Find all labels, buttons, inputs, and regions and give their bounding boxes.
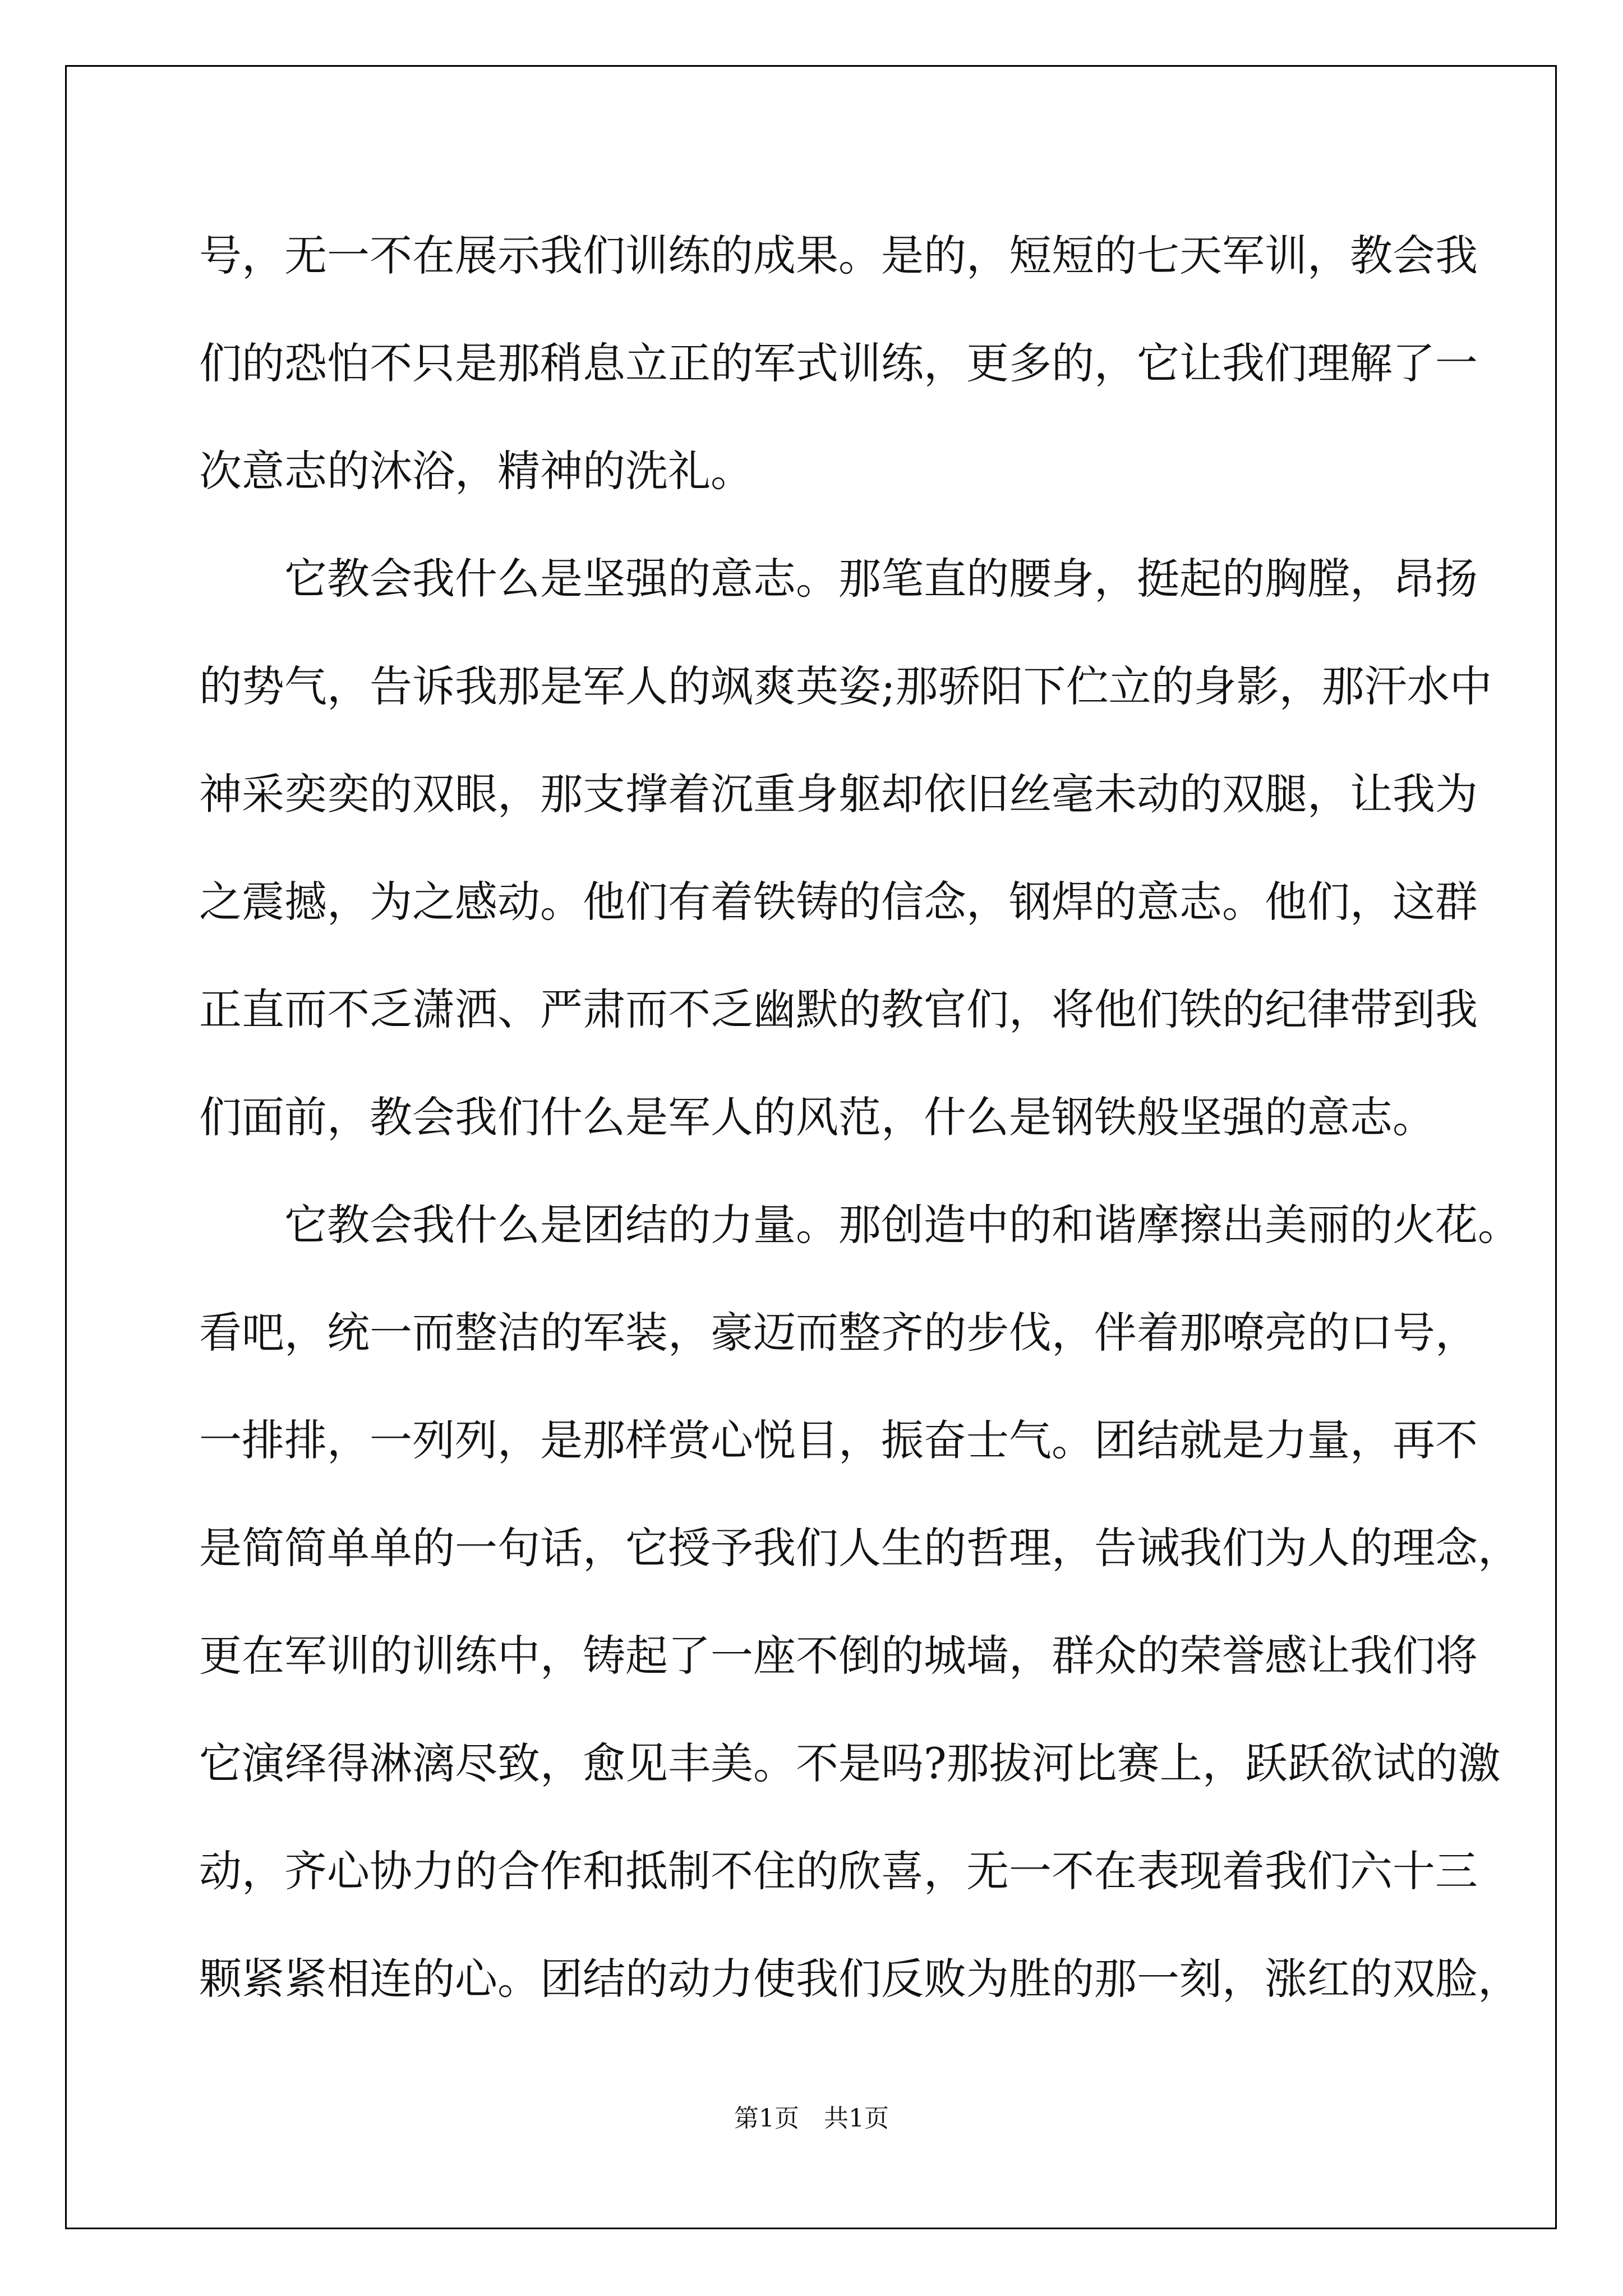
text-line: 次意志的沐浴，精神的洗礼。 [199, 446, 753, 496]
text-line: 它演绎得淋漓尽致，愈见丰美。不是吗?那拔河比赛上，跃跃欲试的激 [199, 1738, 1501, 1788]
text-line: 一排排，一列列，是那样赏心悦目，振奋士气。团结就是力量，再不 [199, 1415, 1478, 1465]
text-line: 它教会我什么是坚强的意志。那笔直的腰身，挺起的胸膛，昂扬 [199, 554, 1478, 604]
text-line: 动，齐心协力的合作和抵制不住的欣喜，无一不在表现着我们六十三 [199, 1846, 1478, 1896]
text-line: 正直而不乏潇洒、严肃而不乏幽默的教官们，将他们铁的纪律带到我 [199, 984, 1478, 1034]
text-line: 的势气，告诉我那是军人的飒爽英姿;那骄阳下伫立的身影，那汗水中 [199, 661, 1492, 711]
page-footer: 第1页 共1页 [734, 2104, 889, 2133]
text-line: 们面前，教会我们什么是军人的风范，什么是钢铁般坚强的意志。 [199, 1092, 1435, 1142]
text-line: 更在军训的训练中，铸起了一座不倒的城墙，群众的荣誉感让我们将 [199, 1631, 1478, 1681]
document-body [199, 202, 1520, 2033]
text-line: 是简简单单的一句话，它授予我们人生的哲理，告诫我们为人的理念， [199, 1523, 1520, 1573]
text-line: 看吧，统一而整洁的军装，豪迈而整齐的步伐，伴着那嘹亮的口号， [199, 1308, 1478, 1358]
text-line: 们的恐怕不只是那稍息立正的军式训练，更多的，它让我们理解了一 [199, 338, 1478, 388]
text-line: 之震撼，为之感动。他们有着铁铸的信念，钢焊的意志。他们，这群 [199, 877, 1478, 927]
text-line: 神采奕奕的双眼，那支撑着沉重身躯却依旧丝毫未动的双腿，让我为 [199, 769, 1478, 819]
text-line: 号，无一不在展示我们训练的成果。是的，短短的七天军训，教会我 [199, 231, 1478, 280]
text-line: 颗紧紧相连的心。团结的动力使我们反败为胜的那一刻，涨红的双脸， [199, 1954, 1520, 2004]
text-line: 它教会我什么是团结的力量。那创造中的和谐摩擦出美丽的火花。 [199, 1200, 1520, 1250]
